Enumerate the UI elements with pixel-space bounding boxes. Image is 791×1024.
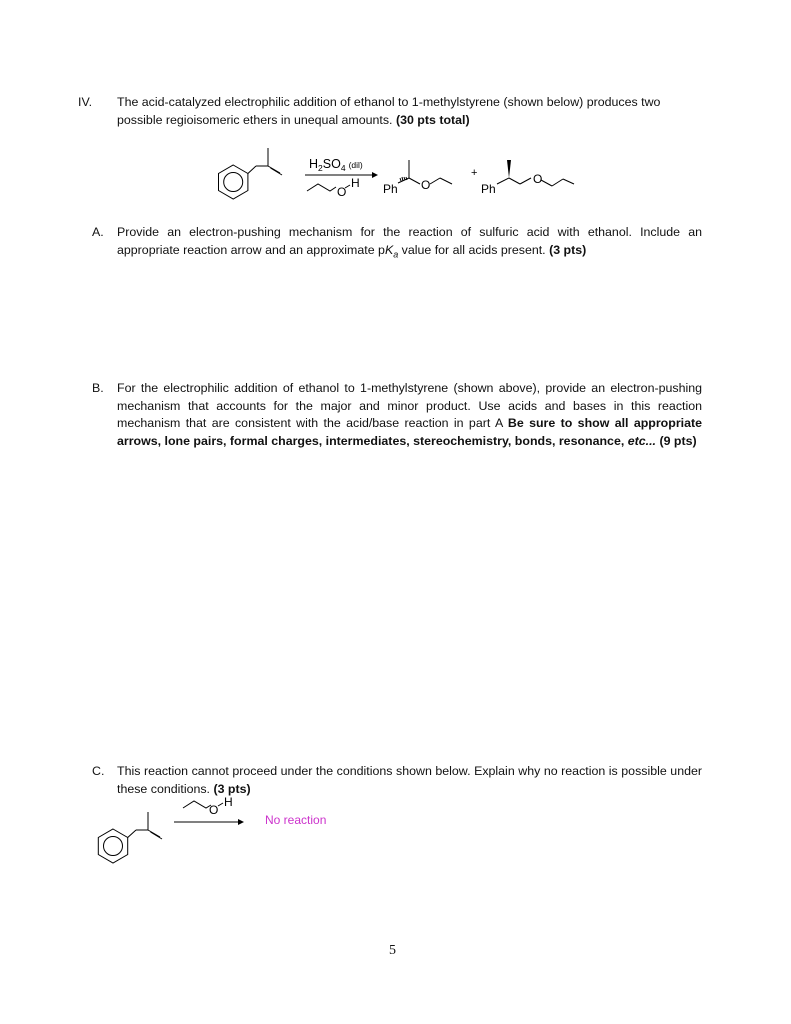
- arrow-head: [372, 172, 378, 178]
- aromatic-circle: [104, 837, 123, 856]
- bond: [552, 179, 563, 186]
- bond: [218, 803, 223, 806]
- phenyl-label: Ph: [383, 182, 398, 196]
- oxygen-label: O: [337, 185, 347, 199]
- part-b-text: For the electrophilic addition of ethanol to 1-methylstyrene (shown above), provide an electron-pushing mechanism that accounts for the major and minor product. Use acids and bases in this reaction mechanism that are consistent with the acid/base reaction in part A Be sure to show all appropriate arrows, lone pairs, formal charges, intermediates, stereochemistry, bonds, resonance, etc... (9 pts): [117, 381, 702, 448]
- question-points: (30 pts total): [395, 112, 470, 127]
- phenyl-label: Ph: [481, 182, 496, 196]
- bond: [541, 180, 552, 186]
- question-body: The acid-catalyzed electrophilic addition of ethanol to 1-methylstyrene (shown below) produces two possible regioisomeric ethers in unequal amounts.: [117, 95, 661, 127]
- part-c-label: C.: [92, 764, 105, 778]
- aromatic-circle: [224, 173, 243, 192]
- benzene-ring: [98, 829, 127, 863]
- oxygen-label: O: [533, 172, 543, 186]
- reaction-scheme-2: [0, 790, 791, 870]
- plus-sign: +: [471, 167, 478, 179]
- page-number: 5: [389, 943, 396, 958]
- bond: [271, 168, 283, 175]
- bond: [398, 178, 409, 183]
- part-a-label: A.: [92, 225, 104, 239]
- bond: [268, 166, 280, 173]
- bond: [148, 830, 160, 837]
- hydrogen-label: H: [351, 176, 360, 190]
- bond: [151, 832, 163, 839]
- bond: [128, 830, 136, 838]
- bond: [509, 178, 520, 184]
- arrow-head: [238, 819, 244, 825]
- reaction-scheme-1: [0, 0, 791, 230]
- svg-text:H2SO4(dil): $H_2SO_4$ $^{(dil)}$: [309, 157, 363, 173]
- part-b-points: (9 pts): [659, 433, 697, 448]
- bond: [248, 166, 256, 174]
- bond: [497, 178, 509, 184]
- part-a-points: (3 pts): [549, 242, 587, 257]
- bond: [520, 178, 531, 184]
- no-reaction-label: No reaction: [265, 813, 327, 827]
- hydrogen-label: H: [224, 795, 233, 809]
- ethanol-bonds: [183, 801, 211, 808]
- question-number: IV.: [78, 95, 93, 109]
- bond: [409, 178, 420, 184]
- part-b-label: B.: [92, 381, 104, 395]
- oxygen-label: O: [209, 803, 219, 817]
- oxygen-label: O: [421, 178, 431, 192]
- benzene-ring: [219, 165, 248, 199]
- ethanol-bonds: [307, 184, 336, 191]
- part-c-points: (3 pts): [213, 781, 251, 796]
- bond: [430, 178, 440, 184]
- bond: [440, 178, 452, 184]
- solid-wedge: [507, 160, 511, 178]
- bond: [563, 179, 574, 184]
- part-c-text: This reaction cannot proceed under the conditions shown below. Explain why no reaction is possible under these conditions. (3 pts): [117, 764, 702, 796]
- part-a-text: Provide an electron-pushing mechanism for the reaction of sulfuric acid with ethanol. Include an appropriate reaction arrow and an approximate $pK_a$ value for all acids present. (3 pts): [117, 225, 702, 259]
